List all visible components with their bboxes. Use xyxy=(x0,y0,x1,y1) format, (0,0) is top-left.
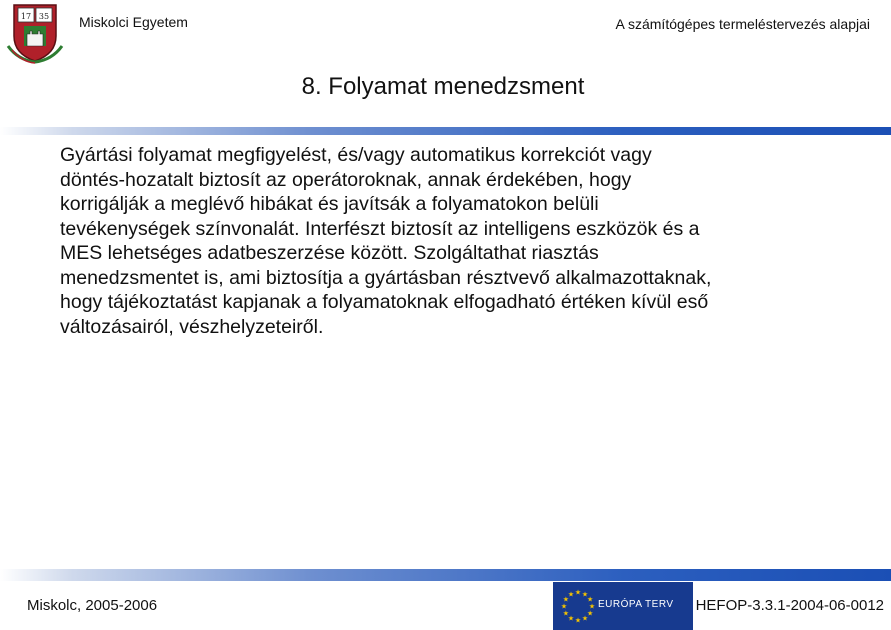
eu-star-icon: ★ xyxy=(588,603,596,611)
slide-title xyxy=(0,73,891,101)
eu-logo-text: EURÓPA TERV xyxy=(598,599,674,610)
footer-project-code: HEFOP-3.3.1-2004-06-0012 xyxy=(695,597,884,614)
eu-star-icon: ★ xyxy=(586,610,594,618)
institution-name: Miskolci Egyetem xyxy=(79,14,188,30)
university-crest-icon xyxy=(4,2,66,64)
body-line: Gyártási folyamat megfigyelést, és/vagy automatikus korrekciót vagy xyxy=(60,144,652,166)
logo-year-part-1: 17 xyxy=(20,12,32,21)
eu-star-icon: ★ xyxy=(581,615,589,623)
eu-star-icon: ★ xyxy=(574,617,582,625)
body-line: változásairól, vészhelyzeteiről. xyxy=(60,315,324,338)
eu-star-icon: ★ xyxy=(581,591,589,599)
top-divider-bar xyxy=(0,127,891,135)
eu-star-icon: ★ xyxy=(567,591,575,599)
body-line: menedzsmentet is, ami biztosítja a gyártásban résztvevő alkalmazottaknak, xyxy=(60,266,712,289)
eu-star-icon: ★ xyxy=(562,610,570,618)
eu-star-icon: ★ xyxy=(574,589,582,597)
body-line: tevékenységek színvonalát. Interfészt biztosít az intelligens eszközök és a xyxy=(60,217,700,240)
body-paragraph xyxy=(60,143,880,339)
eu-star-icon: ★ xyxy=(562,596,570,604)
slide-title-text: 8. Folyamat menedzsment xyxy=(301,73,585,100)
eu-flag-stars-icon xyxy=(553,582,693,630)
course-title: A számítógépes termeléstervezés alapjai xyxy=(615,16,870,32)
bottom-divider-bar xyxy=(0,569,891,581)
body-line: hogy tájékoztatást kapjanak a folyamatoknak elfogadható értéken kívül eső xyxy=(60,291,709,313)
body-line: korrigálják a meglévő hibákat és javítsák a folyamatokon belüli xyxy=(60,193,599,215)
logo-year-part-2: 35 xyxy=(38,12,50,21)
eu-star-icon: ★ xyxy=(560,603,568,611)
eu-star-icon: ★ xyxy=(586,596,594,604)
footer-place-date: Miskolc, 2005-2006 xyxy=(27,597,158,614)
body-line: döntés-hozatalt biztosít az operátoroknak, annak érdekében, hogy xyxy=(60,168,632,191)
eu-star-icon: ★ xyxy=(567,615,575,623)
body-line: MES lehetséges adatbeszerzése között. Szolgáltathat riasztás xyxy=(60,242,599,264)
